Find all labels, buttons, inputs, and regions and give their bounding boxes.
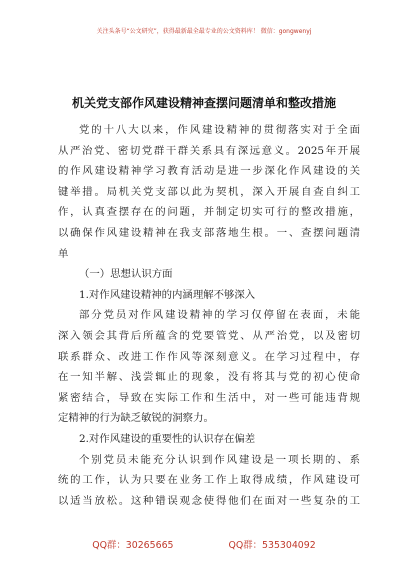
body-line: 党的十八大以来，作风建设精神的贯彻落实对于全面 [79,124,360,136]
body-line: 以确保作风建设精神在我支部落地生根。一、查摆问题清 [58,226,360,239]
body-line: 键举措。局机关党支部以此为契机，深入开展自查自纠工 [58,185,360,198]
body-line: 在一知半解、浅尝辄止的现象，没有将其与党的初心使命 [58,371,360,384]
document-body [58,120,360,511]
body-line: 部分党员对作风建设精神的学习仅停留在表面，未能 [79,309,360,322]
body-line: （一）思想认识方面 [79,268,173,281]
footer [0,537,408,551]
body-line: 个别党员未能充分认识到作风建设是一项长期的、系 [79,453,360,466]
body-line: 联系群众、改进工作作风等深刻意义。在学习过程中，存 [58,350,360,363]
body-line: 单 [58,247,69,260]
body-line: 从严治党、密切党群干群关系具有深远意义。2025年开展 [58,144,360,157]
body-line: 作，认真查摆存在的问题，并制定切实可行的整改措施， [58,206,360,219]
footer-qq-group-1: QQ群：30265665 [92,540,174,551]
footer-qq-group-2: QQ群：535304092 [228,540,316,551]
body-line: 统的工作，认为只要在业务工作上取得成绩，作风建设可 [58,474,360,487]
body-line: 紧密结合，导致在实际工作和生活中，对一些可能违背规 [58,391,360,404]
body-line: 的作风建设精神学习教育活动是进一步深化作风建设的关 [58,165,360,178]
body-line: 深入领会其背后所蕴含的党要管党、从严治党，以及密切 [58,329,360,342]
body-line: 2.对作风建设的重要性的认识存在偏差 [79,432,256,445]
body-line: 以适当放松。这种错误观念使得他们在面对一些复杂的工 [58,494,360,507]
document-title: 机关党支部作风建设精神查摆问题清单和整改措施 [71,96,336,110]
body-line: 定精神的行为缺乏敏锐的洞察力。 [58,412,214,425]
body-line: 1.对作风建设精神的内涵理解不够深入 [79,288,256,301]
header-banner: 关注头条号“公文研究”，获得最新最全最专业的公文资料库！ 微信：gongwenyj [96,28,312,35]
